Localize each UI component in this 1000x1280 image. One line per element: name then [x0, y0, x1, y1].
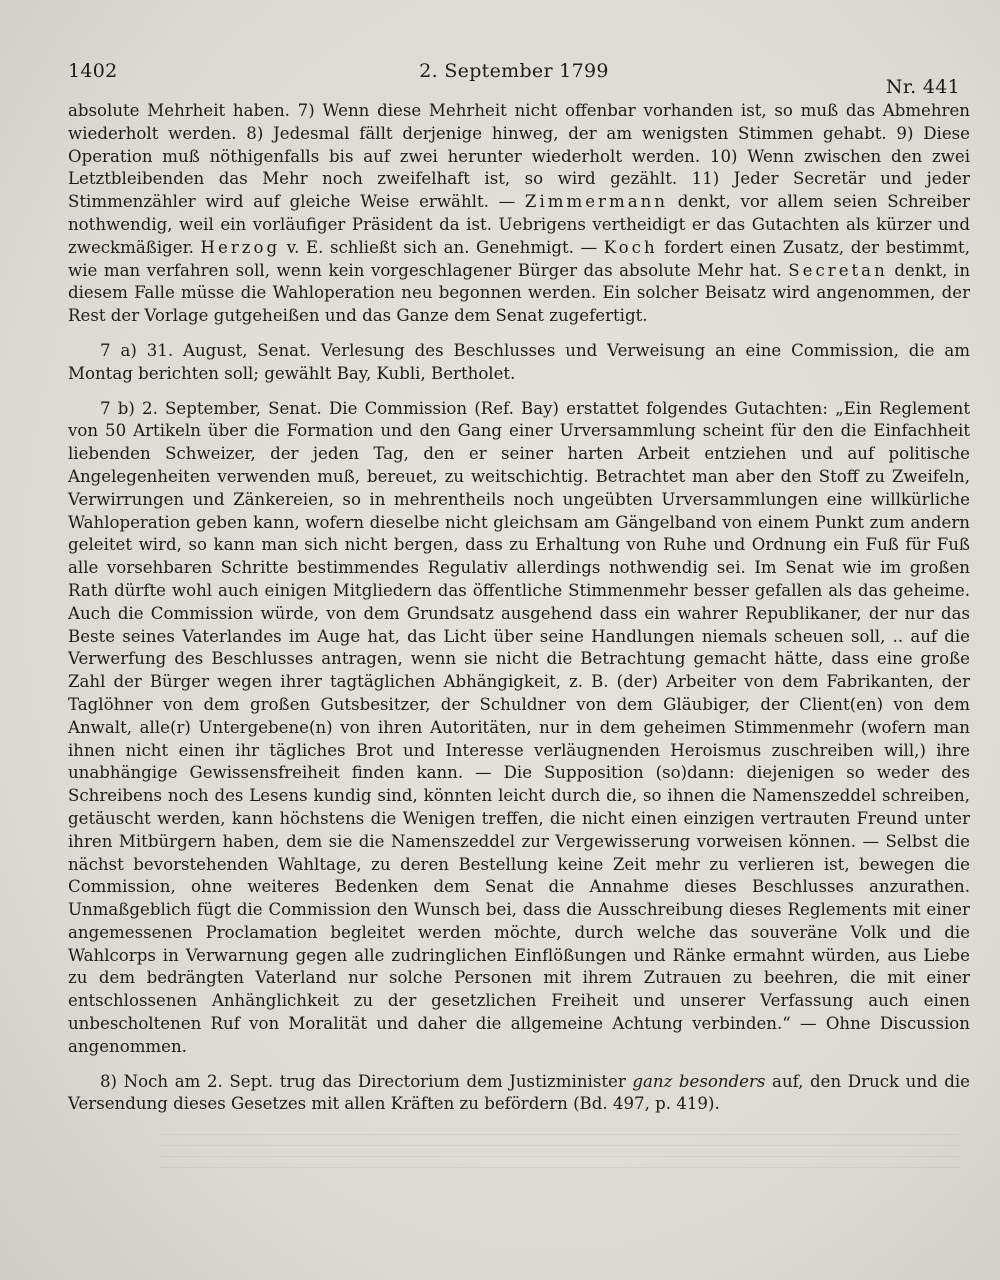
paragraph-1: absolute Mehrheit haben. 7) Wenn diese Mehrheit nicht offenbar vorhanden ist, so muß das Abmehren wiederholt werden. 8) Jedesmal fällt derjenige hinweg, der am wenigsten Stimmen gehabt. 9) Diese Operation muß nöthigenfalls bis auf zwei herunter wiederholt werden. 10) Wenn zwischen den zwei Letztbleibenden das Mehr noch zweifelhaft ist, so wird gezählt. 11) Jeder Secretär und jeder Stimmenzähler wird auf gleiche Weise erwählt. — Zimmermann denkt, vor allem seien Schreiber nothwendig, weil ein vorläufiger Präsident da ist. Uebrigens vertheidigt er das Gutachten als kürzer und zweckmäßiger. Herzog v. E. schließt sich an. Genehmigt. — Koch fordert einen Zusatz, der bestimmt, wie man verfahren soll, wenn kein vorgeschlagener Bürger das absolute Mehr hat. Secretan denkt, in diesem Falle müsse die Wahloperation neu begonnen werden. Ein solcher Beisatz wird angenommen, der Rest der Vorlage gutgeheißen und das Ganze dem Senat zugefertigt. [68, 101, 971, 326]
speaker-name: Koch [603, 237, 658, 257]
document-number: Nr. 441 [885, 76, 960, 98]
page-number: 1402 [68, 60, 118, 82]
speaker-name: Secretan [788, 260, 888, 280]
page-header [68, 60, 960, 98]
emphasis-text: ganz besonders [632, 1071, 766, 1091]
speaker-name: Zimmermann [524, 192, 668, 212]
paragraph-gap [68, 386, 970, 398]
paragraph-gap [68, 1059, 970, 1071]
paragraph-4: 8) Noch am 2. Sept. trug das Directorium dem Justizminister ganz besonders auf, den Druck und die Versendung dieses Gesetzes mit allen Kräften zu befördern (Bd. 497, p. 419). [68, 1071, 970, 1114]
body-text [68, 100, 970, 1116]
header-date: 2. September 1799 [419, 60, 609, 82]
show-through-texture [160, 1128, 960, 1168]
paragraph-3: 7 b) 2. September, Senat. Die Commission (Ref. Bay) erstattet folgendes Gutachten: „Ein Reglement von 50 Artikeln über die Formation und den Gang einer Urversammlung scheint für den die Einfachheit liebenden Schweizer, der jeden Tag, den er seiner harten Arbeit entziehen und auf politische Angelegenheiten verwenden muß, bereuet, zu weitschichtig. Betrachtet man aber den Stoff zu Zweifeln, Verwirrungen und Zänkereien, so in mehrentheils noch ungeübten Urversammlungen eine willkürliche Wahloperation geben kann, wofern dieselbe nicht gleichsam am Gängelband von einem Punkt zum andern geleitet wird, so kann man sich nicht bergen, dass zu Erhaltung von Ruhe und Ordnung ein Fuß für Fuß alle vorsehbaren Schritte bestimmendes Regulativ allerdings nothwendig sei. Im Senat wie im großen Rath dürfte wohl auch einigen Mitgliedern das öffentliche Stimmenmehr besser gefallen als das geheime. Auch die Commission würde, von dem Grundsatz ausgehend dass ein wahrer Republikaner, der nur das Beste seines Vaterlandes im Auge hat, das Licht über seine Handlungen niemals scheuen soll, .. auf die Verwerfung des Beschlusses antragen, wenn sie nicht die Betrachtung gemacht hätte, dass eine große Zahl der Bürger wegen ihrer tagtäglichen Abhängigkeit, z. B. (der) Arbeiter von dem Fabrikanten, der Taglöhner von dem großen Gutsbesitzer, der Schuldner von dem Gläubiger, der Client(en) von dem Anwalt, alle(r) Untergebene(n) von ihren Autoritäten, nur in dem geheimen Stimmenmehr (wofern man ihnen nicht einen ihr tägliches Brot und Interesse verläugnenden Heroismus zuschreiben will,) ihre unabhängige Gewissensfreiheit finden kann. — Die Supposition (so)dann: diejenigen so weder des Schreibens noch des Lesens kundig sind, könnten leicht durch die, so ihnen die Namenszeddel schreiben, getäuscht werden, kann höchstens die Wenigen treffen, die nicht einen einzigen vertrauten Freund unter ihren Mitbürgern haben, dem sie die Namenszeddel zur Vergewisserung vorweisen können. — Selbst die nächst bevorstehenden Wahltage, zu deren Bestellung keine Zeit mehr zu verlieren ist, bewegen die Commission, ohne weiteres Bedenken dem Senat die Annahme dieses Beschlusses anzurathen. Unmaßgeblich fügt die Commission den Wunsch bei, dass die Ausschreibung dieses Reglements mit einer angemessenen Proclamation begleitet werden möchte, durch welche das souveräne Volk und die Wahlcorps in Verwarnung gegen alle zudringlichen Einflößungen und Ränke ermahnt würden, aus Liebe zu dem bedrängten Vaterland nur solche Personen mit ihrem Zutrauen zu beehren, die mit einer entschlossenen Anhänglichkeit zu der gesetzlichen Freiheit und unserer Verfassung auch einen unbescholtenen Ruf von Moralität und daher die allgemeine Achtung verbinden.“ — Ohne Discussion angenommen. [68, 398, 970, 1056]
paragraph-2: 7 a) 31. August, Senat. Verlesung des Beschlusses und Verweisung an eine Commission, die am Montag berichten soll; gewählt Bay, Kubli, Bertholet. [68, 340, 970, 383]
paragraph-gap [68, 328, 970, 340]
speaker-name: Herzog [200, 237, 281, 257]
